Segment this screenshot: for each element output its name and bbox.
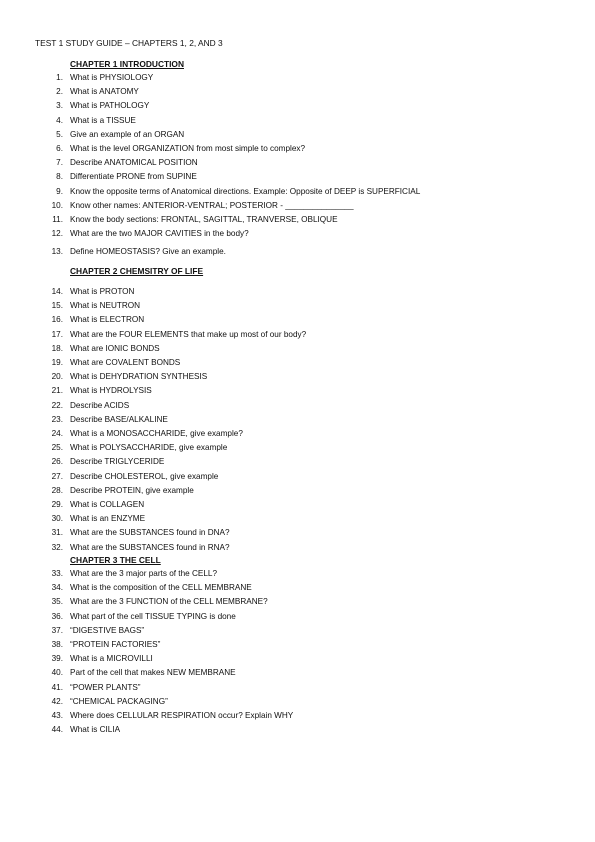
list-item (0, 87, 595, 99)
list-item (0, 330, 595, 342)
list-item (0, 569, 595, 581)
item-number: 12. (51, 229, 63, 239)
list-item (0, 172, 595, 184)
list-item (0, 500, 595, 512)
list-item (0, 144, 595, 156)
item-number: 1. (56, 73, 63, 82)
list-item (0, 315, 595, 327)
item-number: 36. (51, 611, 63, 621)
list-item (0, 457, 595, 469)
item-number: 40. (51, 668, 63, 678)
item-text: What is a MICROVILLI (70, 654, 153, 664)
item-number: 38. (51, 640, 63, 649)
list-item (0, 372, 595, 384)
item-number: 34. (51, 583, 63, 593)
item-text: What are the 3 major parts of the CELL? (70, 569, 217, 578)
item-number: 18. (51, 343, 63, 353)
item-number: 32. (51, 542, 63, 552)
item-text: What is PHYSIOLOGY (70, 73, 154, 82)
list-item (0, 486, 595, 498)
item-number: 25. (51, 443, 63, 453)
item-number: 19. (51, 358, 63, 367)
item-number: 21. (51, 386, 63, 396)
item-text: Define HOMEOSTASIS? Give an example. (70, 246, 226, 256)
item-number: 14. (51, 287, 63, 296)
list-item (0, 697, 595, 709)
list-item (0, 358, 595, 370)
list-item (0, 528, 595, 540)
item-number: 23. (51, 414, 63, 424)
item-text: What is COLLAGEN (70, 500, 145, 509)
item-number: 31. (51, 528, 63, 538)
list-item (0, 683, 595, 695)
list-item (0, 386, 595, 398)
list-item (0, 130, 595, 142)
item-text: Describe CHOLESTEROL, give example (70, 471, 219, 481)
item-text: Know the body sections: FRONTAL, SAGITTAL, TRANVERSE, OBLIQUE (70, 215, 338, 224)
item-text: Part of the cell that makes NEW MEMBRANE (70, 668, 236, 678)
list-item (0, 247, 595, 259)
list-item (0, 443, 595, 455)
list-item (0, 429, 595, 441)
list-item (0, 401, 595, 413)
item-number: 33. (51, 569, 63, 578)
list-item (0, 215, 595, 227)
item-number: 5. (56, 129, 63, 139)
item-text: What is a TISSUE (70, 115, 136, 125)
item-number: 16. (51, 315, 63, 325)
item-text: What are the 3 FUNCTION of the CELL MEMBRANE? (70, 597, 268, 607)
section-heading: CHAPTER 3 THE CELL (70, 555, 161, 565)
item-number: 27. (51, 471, 63, 481)
item-text: Know the opposite terms of Anatomical directions. Example: Opposite of DEEP is SUPERFICIAL (70, 186, 421, 196)
item-text: Describe ACIDS (70, 400, 130, 410)
item-text: What is ANATOMY (70, 87, 139, 97)
list-item (0, 654, 595, 666)
item-number: 43. (51, 711, 63, 720)
item-number: 42. (51, 696, 63, 706)
item-text: “DIGESTIVE BAGS” (70, 625, 145, 635)
item-text: What are the SUBSTANCES found in RNA? (70, 542, 230, 552)
item-number: 6. (56, 144, 63, 153)
list-item (0, 543, 595, 555)
item-text: What is ELECTRON (70, 315, 145, 325)
item-text: What are COVALENT BONDS (70, 358, 181, 367)
item-text: What is the level ORGANIZATION from most simple to complex? (70, 144, 306, 153)
item-number: 22. (51, 400, 63, 410)
list-item (0, 116, 595, 128)
list-item (0, 612, 595, 624)
item-text: What is PATHOLOGY (70, 101, 150, 111)
item-text: “PROTEIN FACTORIES” (70, 640, 161, 649)
item-text: Describe TRIGLYCERIDE (70, 457, 165, 467)
item-number: 24. (51, 429, 63, 438)
item-text: Describe PROTEIN, give example (70, 485, 194, 495)
item-text: “CHEMICAL PACKAGING” (70, 696, 168, 706)
list-item (0, 597, 595, 609)
item-number: 37. (51, 625, 63, 635)
item-number: 8. (56, 172, 63, 182)
item-number: 2. (56, 87, 63, 97)
list-item (0, 583, 595, 595)
item-number: 41. (51, 682, 63, 692)
item-text: What is HYDROLYSIS (70, 386, 152, 396)
item-text: Know other names: ANTERIOR-VENTRAL; POSTERIOR - _______________ (70, 200, 354, 210)
item-number: 3. (56, 101, 63, 111)
item-text: What is NEUTRON (70, 301, 141, 311)
item-number: 10. (51, 200, 63, 210)
item-text: What is a MONOSACCHARIDE, give example? (70, 429, 243, 438)
item-number: 26. (51, 457, 63, 467)
item-text: What is an ENZYME (70, 514, 146, 524)
section-heading: CHAPTER 1 INTRODUCTION (70, 59, 184, 69)
document-title: TEST 1 STUDY GUIDE – CHAPTERS 1, 2, AND 3 (35, 38, 223, 48)
list-item (0, 415, 595, 427)
item-text: Describe BASE/ALKALINE (70, 414, 168, 424)
list-item (0, 725, 595, 737)
item-number: 30. (51, 514, 63, 524)
item-text: What are the SUBSTANCES found in DNA? (70, 528, 230, 538)
list-item (0, 711, 595, 723)
item-text: What part of the cell TISSUE TYPING is done (70, 611, 236, 621)
item-number: 9. (56, 186, 63, 196)
item-number: 11. (52, 215, 63, 224)
list-item (0, 229, 595, 241)
list-item (0, 514, 595, 526)
item-text: What is the composition of the CELL MEMBRANE (70, 583, 252, 593)
item-text: “POWER PLANTS” (70, 682, 141, 692)
list-item (0, 668, 595, 680)
item-number: 20. (51, 372, 63, 382)
item-text: What is POLYSACCHARIDE, give example (70, 443, 228, 453)
item-text: What is CILIA (70, 725, 121, 735)
item-text: What are IONIC BONDS (70, 343, 160, 353)
item-text: What is PROTON (70, 287, 135, 296)
list-item (0, 640, 595, 652)
list-item (0, 287, 595, 299)
item-text: What is DEHYDRATION SYNTHESIS (70, 372, 208, 382)
item-number: 35. (51, 597, 63, 607)
item-text: Where does CELLULAR RESPIRATION occur? Explain WHY (70, 711, 294, 720)
list-item (0, 344, 595, 356)
list-item (0, 187, 595, 199)
list-item (0, 472, 595, 484)
list-item (0, 158, 595, 170)
item-text: Describe ANATOMICAL POSITION (70, 158, 198, 168)
item-number: 13. (51, 246, 63, 256)
item-text: Give an example of an ORGAN (70, 129, 185, 139)
list-item (0, 626, 595, 638)
item-number: 29. (51, 500, 63, 509)
item-number: 39. (51, 654, 63, 664)
item-text: What are the FOUR ELEMENTS that make up most of our body? (70, 329, 307, 339)
item-number: 17. (51, 329, 63, 339)
item-number: 4. (56, 115, 63, 125)
list-item (0, 301, 595, 313)
item-number: 44. (51, 725, 63, 735)
item-number: 7. (56, 158, 63, 168)
list-item (0, 201, 595, 213)
list-item (0, 101, 595, 113)
section-heading: CHAPTER 2 CHEMSITRY OF LIFE (70, 266, 204, 276)
item-number: 15. (51, 301, 63, 311)
item-text: Differentiate PRONE from SUPINE (70, 172, 197, 182)
item-text: What are the two MAJOR CAVITIES in the body? (70, 229, 249, 239)
list-item (0, 73, 595, 85)
item-number: 28. (51, 485, 63, 495)
